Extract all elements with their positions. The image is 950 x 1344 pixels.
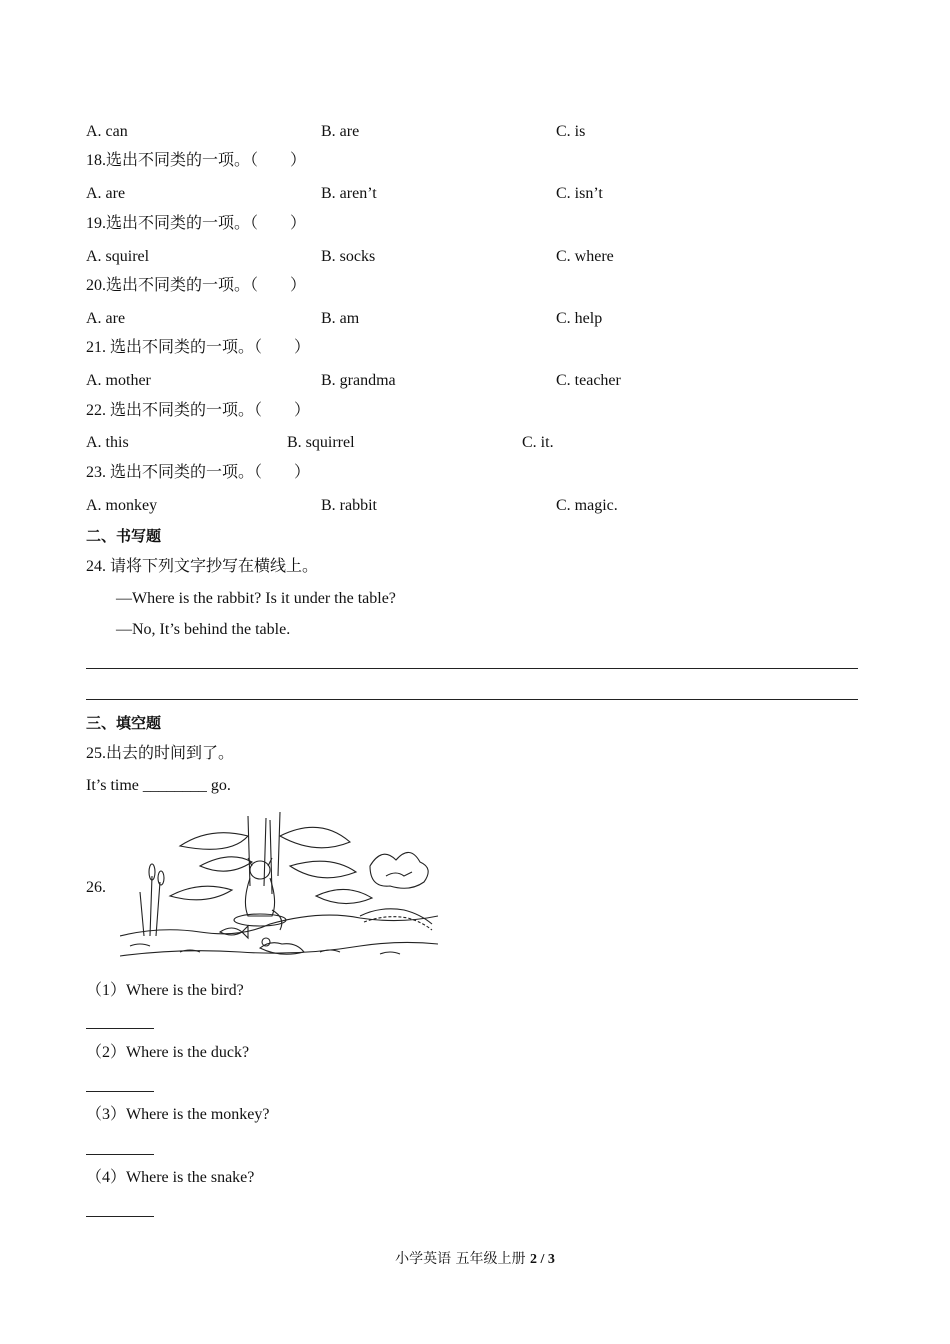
q26-number: 26. <box>86 879 106 896</box>
q24-stem: 24. 请将下列文字抄写在横线上。 <box>86 558 319 575</box>
q26-subquestion: （2）Where is the duck? <box>86 1044 250 1061</box>
footer-label: 小学英语 五年级上册 <box>395 1251 530 1267</box>
answer-line <box>86 699 858 700</box>
q25-sentence: It’s time ________ go. <box>86 777 231 794</box>
q18-option-c: C. isn’t <box>556 185 603 202</box>
q22-option-a: A. this <box>86 434 129 451</box>
q24-line-1: —Where is the rabbit? Is it under the table? <box>116 590 396 607</box>
answer-blank <box>86 1154 154 1155</box>
q21-option-c: C. teacher <box>556 372 621 389</box>
q21-stem: 21. 选出不同类的一项。（ ） <box>86 339 311 356</box>
q26-subquestion: （3）Where is the monkey? <box>86 1106 270 1123</box>
q22-stem: 22. 选出不同类的一项。（ ） <box>86 402 311 419</box>
q26-subquestion: （4）Where is the snake? <box>86 1169 255 1186</box>
answer-blank <box>86 1216 154 1217</box>
q18-stem: 18.选出不同类的一项。（ ） <box>86 152 307 169</box>
q22-option-c: C. it. <box>522 434 554 451</box>
q21-option-b: B. grandma <box>321 372 396 389</box>
section-title-writing: 二、书写题 <box>86 527 162 545</box>
pond-animals-picture <box>120 806 438 962</box>
page-separator: / <box>537 1252 548 1267</box>
q23-stem: 23. 选出不同类的一项。（ ） <box>86 464 311 481</box>
page-total: 3 <box>547 1252 555 1267</box>
q20-option-b: B. am <box>321 310 360 327</box>
q17-option-a: A. can <box>86 123 128 140</box>
q23-option-b: B. rabbit <box>321 497 377 514</box>
q17-option-c: C. is <box>556 123 586 140</box>
q21-option-a: A. mother <box>86 372 151 389</box>
section-title-fill-in: 三、填空题 <box>86 714 162 732</box>
q19-option-a: A. squirel <box>86 248 150 265</box>
q20-option-a: A. are <box>86 310 126 327</box>
answer-blank <box>86 1091 154 1092</box>
q24-line-2: —No, It’s behind the table. <box>116 621 291 638</box>
q20-option-c: C. help <box>556 310 603 327</box>
q18-option-a: A. are <box>86 185 126 202</box>
q18-option-b: B. aren’t <box>321 185 377 202</box>
q23-option-c: C. magic. <box>556 497 618 514</box>
page-footer <box>0 1248 950 1268</box>
q17-option-b: B. are <box>321 123 360 140</box>
answer-blank <box>86 1028 154 1029</box>
q19-option-b: B. socks <box>321 248 376 265</box>
q22-option-b: B. squirrel <box>287 434 355 451</box>
q25-stem: 25.出去的时间到了。 <box>86 745 235 762</box>
answer-line <box>86 668 858 669</box>
q19-option-c: C. where <box>556 248 614 265</box>
q19-stem: 19.选出不同类的一项。（ ） <box>86 215 307 232</box>
q20-stem: 20.选出不同类的一项。（ ） <box>86 277 307 294</box>
q26-subquestion: （1）Where is the bird? <box>86 982 244 999</box>
page-number: 2 <box>530 1252 537 1267</box>
q23-option-a: A. monkey <box>86 497 158 514</box>
